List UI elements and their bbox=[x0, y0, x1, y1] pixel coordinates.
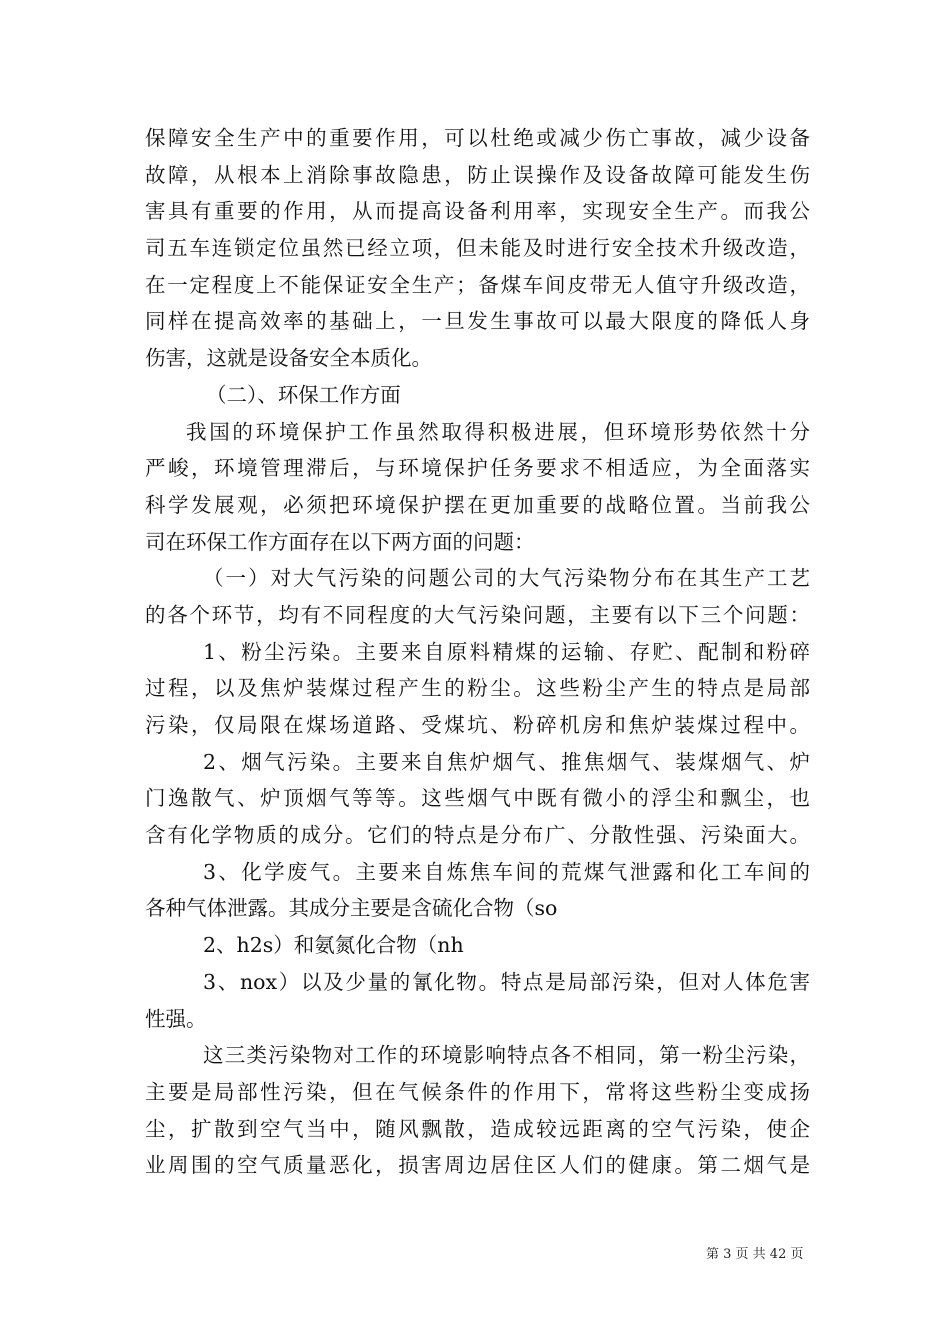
text-line: 主要是局部性污染，但在气候条件的作用下，常将这些粉尘变成扬 bbox=[145, 1079, 810, 1104]
text-line: 的各个环节，均有不同程度的大气污染问题，主要有以下三个问题： bbox=[145, 602, 810, 627]
text-line: 严峻，环境管理滞后，与环境保护任务要求不相适应，为全面落实 bbox=[145, 456, 810, 481]
text-line: 2、烟气污染。主要来自焦炉烟气、推焦烟气、装煤烟气、炉 bbox=[203, 749, 810, 774]
text-line: 司五车连锁定位虽然已经立项，但未能及时进行安全技术升级改造， bbox=[145, 236, 810, 261]
text-line: 1、粉尘污染。主要来自原料精煤的运输、存贮、配制和粉碎 bbox=[203, 639, 810, 664]
section-heading: （二）、环保工作方面 bbox=[206, 382, 401, 407]
text-line: 这三类污染物对工作的环境影响特点各不相同，第一粉尘污染， bbox=[203, 1043, 810, 1068]
text-line: 司在环保工作方面存在以下两方面的问题： bbox=[145, 529, 535, 554]
text-line: （一）对大气污染的问题公司的大气污染物分布在其生产工艺 bbox=[203, 566, 810, 591]
text-line: 过程，以及焦炉装煤过程产生的粉尘。这些粉尘产生的特点是局部 bbox=[145, 676, 810, 701]
text-line: 含有化学物质的成分。它们的特点是分布广、分散性强、污染面大。 bbox=[145, 823, 810, 848]
text-line: 2、h2s）和氨氮化合物（nh bbox=[203, 933, 464, 958]
text-line: 门逸散气、炉顶烟气等等。这些烟气中既有微小的浮尘和飘尘，也 bbox=[145, 786, 810, 811]
text-line: 3、nox）以及少量的氰化物。特点是局部污染，但对人体危害 bbox=[203, 969, 810, 994]
text-line: 科学发展观，必须把环境保护摆在更加重要的战略位置。当前我公 bbox=[145, 492, 810, 517]
text-line: 业周围的空气质量恶化，损害周边居住区人们的健康。第二烟气是 bbox=[145, 1153, 810, 1178]
text-line: 我国的环境保护工作虽然取得积极进展，但环境形势依然十分 bbox=[186, 419, 810, 444]
text-line: 在一定程度上不能保证安全生产；备煤车间皮带无人值守升级改造， bbox=[145, 272, 810, 297]
text-line: 尘，扩散到空气当中，随风飘散，造成较远距离的空气污染，使企 bbox=[145, 1116, 810, 1141]
page-number: 第 3 页 共 42 页 bbox=[706, 1247, 804, 1262]
text-line: 害具有重要的作用，从而提高设备利用率，实现安全生产。而我公 bbox=[145, 199, 810, 224]
text-line: 各种气体泄露。其成分主要是含硫化合物（so bbox=[145, 896, 558, 921]
text-line: 污染，仅局限在煤场道路、受煤坑、粉碎机房和焦炉装煤过程中。 bbox=[145, 713, 810, 737]
text-line: 保障安全生产中的重要作用，可以杜绝或减少伤亡事故，减少设备 bbox=[145, 126, 810, 150]
text-line: 3、化学废气。主要来自炼焦车间的荒煤气泄露和化工车间的 bbox=[203, 859, 810, 884]
text-line: 性强。 bbox=[145, 1006, 207, 1031]
document-body bbox=[145, 120, 810, 1184]
text-line: 故障，从根本上消除事故隐患，防止误操作及设备故障可能发生伤 bbox=[145, 162, 810, 187]
text-line: 同样在提高效率的基础上，一旦发生事故可以最大限度的降低人身 bbox=[145, 309, 810, 334]
text-line: 伤害，这就是设备安全本质化。 bbox=[145, 346, 432, 371]
